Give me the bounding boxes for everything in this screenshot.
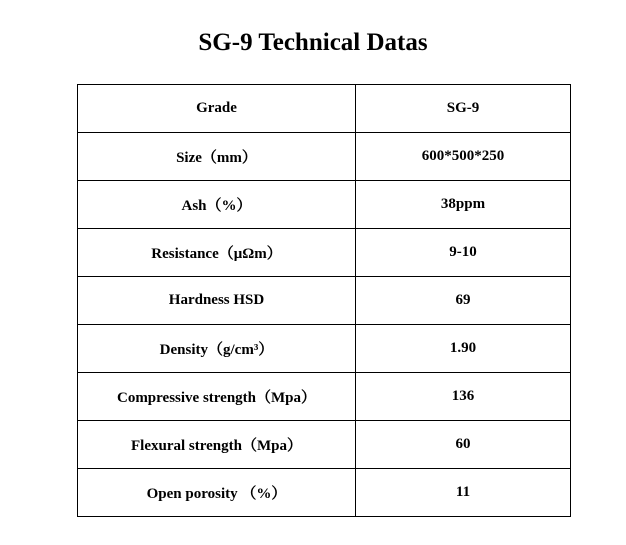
row-label: Open porosity （%） — [78, 469, 356, 517]
table-row — [78, 229, 571, 277]
row-value: 9-10 — [356, 229, 571, 277]
page-title: SG-9 Technical Datas — [198, 29, 428, 56]
table-row — [78, 373, 571, 421]
row-value: 60 — [356, 421, 571, 469]
row-label: Ash（%） — [78, 181, 356, 229]
row-label: Hardness HSD — [78, 277, 356, 325]
table-row — [78, 421, 571, 469]
row-value: 69 — [356, 277, 571, 325]
row-label: Resistance（μΩm） — [78, 229, 356, 277]
table-row — [78, 277, 571, 325]
row-value: SG-9 — [356, 85, 571, 133]
row-label: Size（mm） — [78, 133, 356, 181]
row-value: 1.90 — [356, 325, 571, 373]
row-label: Flexural strength（Mpa） — [78, 421, 356, 469]
table-row — [78, 133, 571, 181]
row-label: Compressive strength（Mpa） — [78, 373, 356, 421]
table-row — [78, 85, 571, 133]
row-value: 38ppm — [356, 181, 571, 229]
table-row — [78, 325, 571, 373]
row-value: 136 — [356, 373, 571, 421]
table-row — [78, 469, 571, 517]
row-label: Grade — [78, 85, 356, 133]
table-row — [78, 181, 571, 229]
technical-data-table — [77, 84, 571, 517]
row-value: 600*500*250 — [356, 133, 571, 181]
row-value: 11 — [356, 469, 571, 517]
row-label: Density（g/cm³） — [78, 325, 356, 373]
